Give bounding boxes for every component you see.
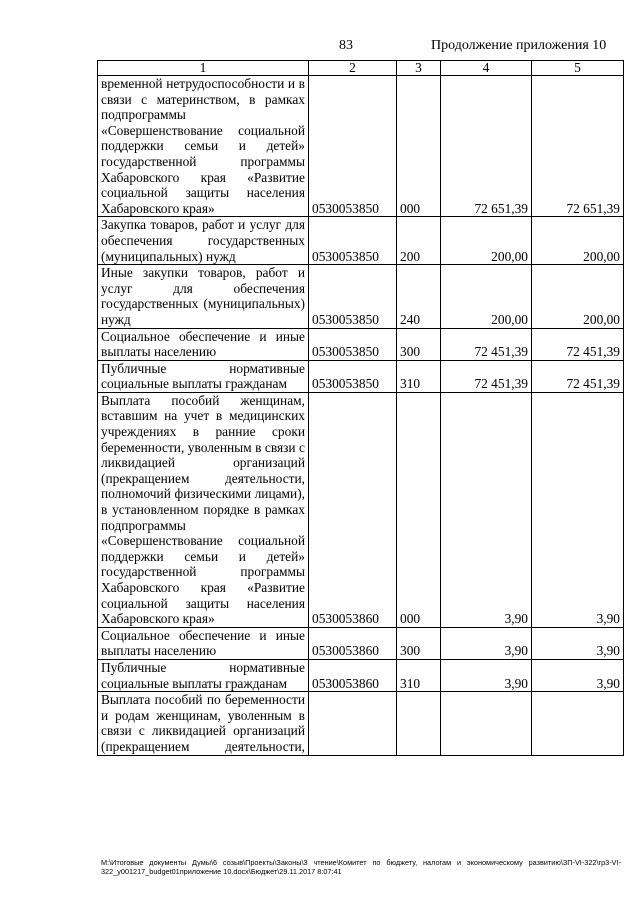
page-number: 83	[339, 38, 353, 53]
row-amount-1: 3,90	[441, 659, 532, 691]
column-header: 1	[98, 61, 309, 76]
table-row	[98, 328, 624, 360]
row-target-code: 0530053850	[309, 76, 397, 217]
budget-table	[97, 60, 624, 756]
appendix-continuation-note: Продолжение приложения 10	[431, 38, 607, 53]
row-amount-1: 3,90	[441, 627, 532, 659]
row-amount-1: 72 451,39	[441, 328, 532, 360]
table-header-row	[98, 61, 624, 76]
row-amount-1: 72 451,39	[441, 360, 532, 392]
footer-file-path: M:\Итоговые документы Думы\6 созыв\Проекты\Законы\3 чтение\Комитет по бюджету, налогам и экономическому развитию\ЗП-VI-322\гр3-VI-322_у001217_budget01приложение 10.docx\Бюджет\29.11.2017 8:07:41	[101, 858, 621, 877]
table-row	[98, 392, 624, 627]
table-row	[98, 659, 624, 691]
row-amount-2: 72 651,39	[532, 76, 624, 217]
row-amount-2: 72 451,39	[532, 360, 624, 392]
table-row	[98, 692, 624, 755]
column-header: 2	[309, 61, 397, 76]
row-amount-2: 200,00	[532, 265, 624, 328]
table-row	[98, 360, 624, 392]
row-name: Иные закупки товаров, работ и услуг для обеспечения государственных (муниципальных) нужд	[98, 265, 309, 328]
row-amount-2: 72 451,39	[532, 328, 624, 360]
row-target-code: 0530053850	[309, 265, 397, 328]
row-name: временной нетрудоспособности и в связи с материнством, в рамках подпрограммы «Совершенствование социальной поддержки семьи и детей» государственной программы Хабаровского края «Развитие социальной защиты населения Хабаровского края»	[98, 76, 309, 217]
row-amount-2: 3,90	[532, 392, 624, 627]
table-row	[98, 76, 624, 217]
column-header: 4	[441, 61, 532, 76]
row-name: Публичные нормативные социальные выплаты гражданам	[98, 360, 309, 392]
row-expense-type: 200	[397, 217, 441, 265]
row-amount-2: 3,90	[532, 627, 624, 659]
row-expense-type: 240	[397, 265, 441, 328]
row-target-code: 0530053850	[309, 328, 397, 360]
row-target-code	[309, 692, 397, 755]
row-expense-type: 310	[397, 360, 441, 392]
table-row	[98, 217, 624, 265]
row-expense-type: 000	[397, 392, 441, 627]
row-name: Социальное обеспечение и иные выплаты населению	[98, 627, 309, 659]
row-amount-1: 72 651,39	[441, 76, 532, 217]
row-expense-type	[397, 692, 441, 755]
table-row	[98, 265, 624, 328]
row-expense-type: 000	[397, 76, 441, 217]
row-amount-2: 3,90	[532, 659, 624, 691]
row-target-code: 0530053850	[309, 360, 397, 392]
row-target-code: 0530053860	[309, 659, 397, 691]
row-name: Закупка товаров, работ и услуг для обеспечения государственных (муниципальных) нужд	[98, 217, 309, 265]
row-name: Выплата пособий женщинам, вставшим на учет в медицинских учреждениях в ранние сроки беременности, уволенным в связи с ликвидацией организаций (прекращением деятельности, полномочий физическими лицами), в установленном порядке в рамках подпрограммы «Совершенствование социальной поддержки семьи и детей» государственной программы Хабаровского края «Развитие социальной защиты населения Хабаровского края»	[98, 392, 309, 627]
row-amount-1: 3,90	[441, 392, 532, 627]
row-expense-type: 300	[397, 627, 441, 659]
row-amount-1	[441, 692, 532, 755]
row-expense-type: 310	[397, 659, 441, 691]
row-target-code: 0530053850	[309, 217, 397, 265]
row-amount-1: 200,00	[441, 265, 532, 328]
column-header: 3	[397, 61, 441, 76]
column-header: 5	[532, 61, 624, 76]
row-name: Социальное обеспечение и иные выплаты населению	[98, 328, 309, 360]
row-expense-type: 300	[397, 328, 441, 360]
row-name: Выплата пособий по беременности и родам женщинам, уволенным в связи с ликвидацией организаций (прекращением деятельности,	[98, 692, 309, 755]
row-name: Публичные нормативные социальные выплаты гражданам	[98, 659, 309, 691]
row-amount-2	[532, 692, 624, 755]
table-row	[98, 627, 624, 659]
row-amount-1: 200,00	[441, 217, 532, 265]
row-amount-2: 200,00	[532, 217, 624, 265]
row-target-code: 0530053860	[309, 392, 397, 627]
row-target-code: 0530053860	[309, 627, 397, 659]
